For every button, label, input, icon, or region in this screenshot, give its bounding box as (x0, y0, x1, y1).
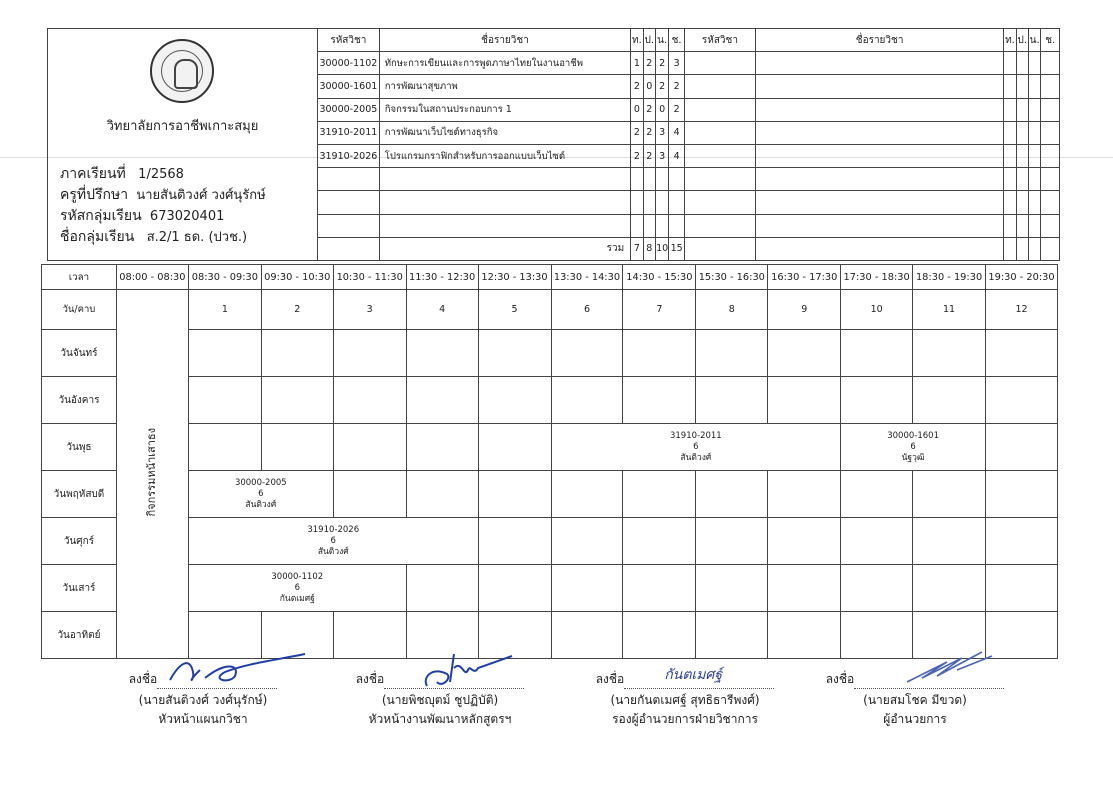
class-code: 30000-1601 (887, 430, 939, 441)
course-t: 1 (631, 52, 643, 75)
day-row-monday (42, 330, 1058, 377)
period-number: 1 (188, 290, 261, 330)
course-name: กิจกรรมในสถานประกอบการ 1 (379, 98, 630, 121)
semester-value: 1/2568 (138, 166, 184, 182)
signer-name: (นายพิชญุตม์ ชูปฏิบัติ) (381, 693, 499, 707)
homeroom-cell (116, 290, 188, 659)
course-name: ทักษะการเขียนและการพูดภาษาไทยในงานอาชีพ (379, 52, 630, 75)
col-code-header: รหัสวิชา (317, 29, 379, 52)
period-number: 10 (841, 290, 913, 330)
class-block (188, 565, 406, 612)
col-name-header-2: ชื่อรายวิชา (755, 29, 1003, 52)
course-p: 2 (643, 98, 655, 121)
time-row (42, 265, 1058, 290)
day-label: วันอาทิตย์ (42, 612, 117, 659)
signature-block-4 (800, 670, 1030, 729)
time-slot: 10:30 - 11:30 (333, 265, 406, 290)
class-code: 30000-1102 (271, 571, 324, 582)
course-code: 30000-1601 (317, 75, 379, 98)
course-p: 0 (643, 75, 655, 98)
col-code-header-2: รหัสวิชา (684, 29, 755, 52)
course-name: โปรแกรมกราฟิกสำหรับการออกแบบเว็บไซต์ (379, 144, 630, 167)
signature-handwriting: กันตเมศฐ์ (664, 667, 723, 683)
group-name-value: ส.2/1 ธด. (ปวช.) (146, 229, 248, 245)
day-label: วันพฤหัสบดี (42, 471, 117, 518)
course-code: 31910-2011 (317, 121, 379, 144)
class-block (188, 518, 478, 565)
sign-prefix: ลงชื่อ (128, 672, 158, 686)
day-row-wednesday (42, 424, 1058, 471)
signer-title: หัวหน้าแผนกวิชา (158, 712, 248, 726)
col-name-header: ชื่อรายวิชา (379, 29, 630, 52)
time-slot: 19:30 - 20:30 (986, 265, 1058, 290)
total-p: 8 (643, 237, 655, 260)
period-row (42, 290, 1058, 330)
course-t: 2 (631, 75, 643, 98)
total-t: 7 (631, 237, 643, 260)
signature-block-3 (570, 667, 800, 729)
class-room: 6 (910, 441, 916, 452)
class-code: 31910-2026 (307, 524, 360, 535)
day-row-friday (42, 518, 1058, 565)
total-label: รวม (379, 237, 630, 260)
course-code: 30000-1102 (317, 52, 379, 75)
time-slot: 13:30 - 14:30 (551, 265, 623, 290)
signer-title: หัวหน้างานพัฒนาหลักสูตรฯ (368, 712, 512, 726)
period-number: 5 (478, 290, 551, 330)
course-t: 2 (631, 144, 643, 167)
class-code: 31910-2011 (669, 430, 722, 441)
period-number: 11 (913, 290, 986, 330)
course-code: 30000-2005 (317, 98, 379, 121)
class-teacher: นัฐวุฒิ (901, 452, 925, 463)
class-room: 6 (693, 441, 699, 452)
signature-block-1 (88, 670, 318, 729)
col-t-header-2: ท. (1004, 29, 1016, 52)
period-number: 8 (696, 290, 768, 330)
time-slot: 11:30 - 12:30 (406, 265, 478, 290)
signer-title: รองผู้อำนวยการฝ่ายวิชาการ (612, 712, 758, 726)
day-label: วันศุกร์ (42, 518, 117, 565)
class-teacher: สันติวงศ์ (317, 546, 349, 557)
course-p: 2 (643, 121, 655, 144)
total-c: 15 (669, 237, 684, 260)
course-c: 4 (669, 144, 684, 167)
course-n: 2 (655, 75, 668, 98)
period-number: 9 (768, 290, 841, 330)
day-label: วันอังคาร (42, 377, 117, 424)
period-number: 6 (551, 290, 623, 330)
course-n: 3 (655, 144, 668, 167)
class-room: 6 (330, 535, 336, 546)
college-logo (150, 39, 214, 103)
time-slot: 08:30 - 09:30 (188, 265, 261, 290)
signer-title: ผู้อำนวยการ (883, 712, 947, 726)
period-number: 3 (333, 290, 406, 330)
course-p: 2 (643, 144, 655, 167)
class-teacher: สันติวงศ์ (245, 499, 277, 510)
signature-mark (165, 652, 315, 688)
course-c: 2 (669, 75, 684, 98)
signature-block-2 (325, 670, 555, 729)
period-number: 12 (986, 290, 1058, 330)
sign-prefix: ลงชื่อ (595, 672, 625, 686)
col-n-header-2: น. (1029, 29, 1041, 52)
signer-name: (นายกันตเมศฐ์ สุทธิธารีพงศ์) (610, 693, 760, 707)
timetable-grid (41, 264, 1058, 659)
col-t-header: ท. (631, 29, 643, 52)
class-room: 6 (258, 488, 264, 499)
class-code: 30000-2005 (234, 477, 287, 488)
sign-prefix: ลงชื่อ (355, 672, 385, 686)
day-label: วันพุธ (42, 424, 117, 471)
total-n: 10 (655, 237, 668, 260)
time-slot: 14:30 - 15:30 (623, 265, 696, 290)
course-p: 2 (643, 52, 655, 75)
class-block (841, 424, 986, 471)
college-block (48, 29, 318, 168)
course-header-table (47, 28, 1060, 261)
college-name: วิทยาลัยการอาชีพเกาะสมุย (106, 119, 259, 134)
course-c: 2 (669, 98, 684, 121)
col-n-header: น. (655, 29, 668, 52)
col-p-header-2: ป. (1016, 29, 1028, 52)
period-number: 7 (623, 290, 696, 330)
group-code-label: รหัสกลุ่มเรียน (60, 207, 142, 224)
day-label: วันจันทร์ (42, 330, 117, 377)
signer-name: (นายสันติวงศ์ วงศ์นุรักษ์) (138, 693, 268, 707)
course-code: 31910-2026 (317, 144, 379, 167)
advisor-label: ครูที่ปรึกษา (60, 186, 129, 203)
col-c-header-2: ช. (1041, 29, 1060, 52)
course-name: การพัฒนาเว็บไซต์ทางธุรกิจ (379, 121, 630, 144)
course-t: 0 (631, 98, 643, 121)
time-label: เวลา (42, 265, 117, 290)
course-n: 0 (655, 98, 668, 121)
class-teacher: กันตเมศฐ์ (279, 593, 315, 604)
day-row-saturday (42, 565, 1058, 612)
class-block (551, 424, 841, 471)
semester-label: ภาคเรียนที่ (60, 165, 126, 182)
time-slot: 18:30 - 19:30 (913, 265, 986, 290)
class-teacher: สันติวงศ์ (680, 452, 712, 463)
day-label: วันเสาร์ (42, 565, 117, 612)
period-label: วัน/คาบ (42, 290, 117, 330)
day-row-thursday (42, 471, 1058, 518)
col-c-header: ช. (669, 29, 684, 52)
signature-mark (392, 648, 542, 694)
advisor-value: นายสันติวงศ์ วงศ์นุรักษ์ (136, 187, 266, 203)
sign-prefix: ลงชื่อ (825, 672, 855, 686)
homeroom-label: กิจกรรมหน้าเสาธง (145, 428, 159, 517)
time-slot: 09:30 - 10:30 (261, 265, 333, 290)
time-slot: 17:30 - 18:30 (841, 265, 913, 290)
group-name-label: ชื่อกลุ่มเรียน (60, 228, 135, 245)
signer-name: (นายสมโชค มีขวด) (863, 693, 967, 707)
period-number: 4 (406, 290, 478, 330)
class-block (188, 471, 333, 518)
course-n: 2 (655, 52, 668, 75)
course-name: การพัฒนาสุขภาพ (379, 75, 630, 98)
group-code-value: 673020401 (149, 208, 225, 224)
course-n: 3 (655, 121, 668, 144)
course-t: 2 (631, 121, 643, 144)
course-c: 3 (669, 52, 684, 75)
time-slot: 16:30 - 17:30 (768, 265, 841, 290)
time-slot: 12:30 - 13:30 (478, 265, 551, 290)
class-room: 6 (294, 582, 300, 593)
class-info-block (48, 165, 318, 261)
period-number: 2 (261, 290, 333, 330)
course-c: 4 (669, 121, 684, 144)
day-row-tuesday (42, 377, 1058, 424)
col-p-header: ป. (643, 29, 655, 52)
time-slot: 15:30 - 16:30 (696, 265, 768, 290)
time-slot: 08:00 - 08:30 (116, 265, 188, 290)
signature-mark (862, 648, 1012, 688)
